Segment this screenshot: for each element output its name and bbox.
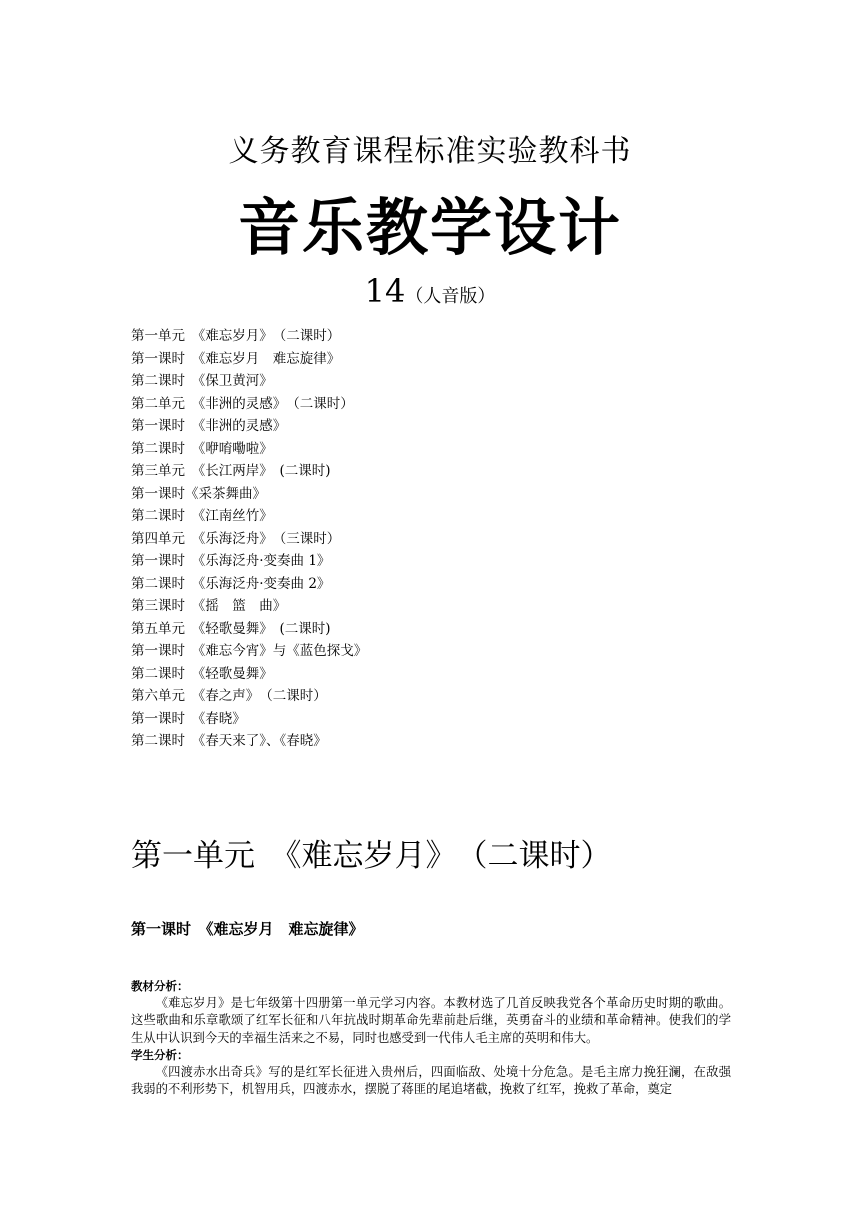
book-title: 音乐教学设计 (237, 191, 622, 264)
toc-item: 第二课时 《春天来了》、《春晓》 (131, 733, 327, 749)
toc-item: 第三课时 《摇 篮 曲》 (131, 598, 287, 614)
toc-item: 第二课时 《保卫黄河》 (131, 373, 273, 389)
material-analysis-label: 教材分析： (131, 979, 189, 993)
toc-item: 第二单元 《非洲的灵感》 （二课时） (131, 395, 354, 412)
toc-item: 第二课时 《乐海泛舟·变奏曲 2》 (131, 575, 331, 592)
edition-line (0, 272, 860, 310)
material-analysis-text: 《难忘岁月》是七年级第十四册第一单元学习内容。本教材选了几首反映我党各个革命历史时期的歌曲。这些歌曲和乐章歌颂了红军长征和八年抗战时期革命先辈前赴后继，英勇奋斗的业绩和革命精神。使我们的学生从中认识到今天的幸福生活来之不易，同时也感受到一代伟人毛主席的英明和伟大。 (131, 996, 731, 1045)
toc-item: 第二课时 《江南丝竹》 (131, 508, 273, 524)
lesson-body (131, 978, 731, 1098)
book-series-title: 义务教育课程标准实验教科书 (228, 134, 632, 169)
table-of-contents (131, 325, 731, 753)
toc-item: 第一课时 《乐海泛舟·变奏曲 1》 (131, 553, 331, 569)
toc-item: 第一课时 《春晓》 (131, 710, 246, 727)
toc-item: 第一课时 《非洲的灵感》 (131, 418, 287, 434)
toc-item: 第四单元 《乐海泛舟》 （三课时） (131, 530, 341, 547)
toc-item: 第一课时 《难忘今宵》与《蓝色探戈》 (131, 643, 368, 659)
toc-item: 第五单元 《轻歌曼舞》 (二课时) (131, 620, 331, 637)
toc-item: 第三单元 《长江两岸》 (二课时) (131, 463, 331, 479)
toc-item: 第二课时 《轻歌曼舞》 (131, 665, 273, 682)
toc-item: 第六单元 《春之声》 （二课时） (131, 688, 327, 704)
toc-item: 第一单元 《难忘岁月》 （二课时） (131, 328, 341, 344)
toc-item: 第一课时《采茶舞曲》 (131, 485, 266, 502)
unit-heading: 第一单元 《难忘岁月》 （二课时） (131, 838, 612, 874)
toc-item: 第二课时 《咿唷嘞啦》 (131, 440, 273, 457)
toc-item: 第一课时 《难忘岁月 难忘旋律》 (131, 350, 341, 367)
edition-number: 14 (364, 272, 406, 310)
lesson-heading: 第一课时 《难忘岁月 难忘旋律》 (131, 920, 364, 938)
student-analysis-label: 学生分析： (131, 1047, 189, 1062)
student-analysis-text: 《四渡赤水出奇兵》写的是红军长征进入贵州后，四面临敌、处境十分危急。是毛主席力挽狂澜，在敌强我弱的不利形势下，机智用兵，四渡赤水，摆脱了蒋匪的尾追堵截，挽救了红军，挽救了革命，奠定 (131, 1065, 731, 1097)
edition-publisher: （人音版） (405, 286, 496, 307)
